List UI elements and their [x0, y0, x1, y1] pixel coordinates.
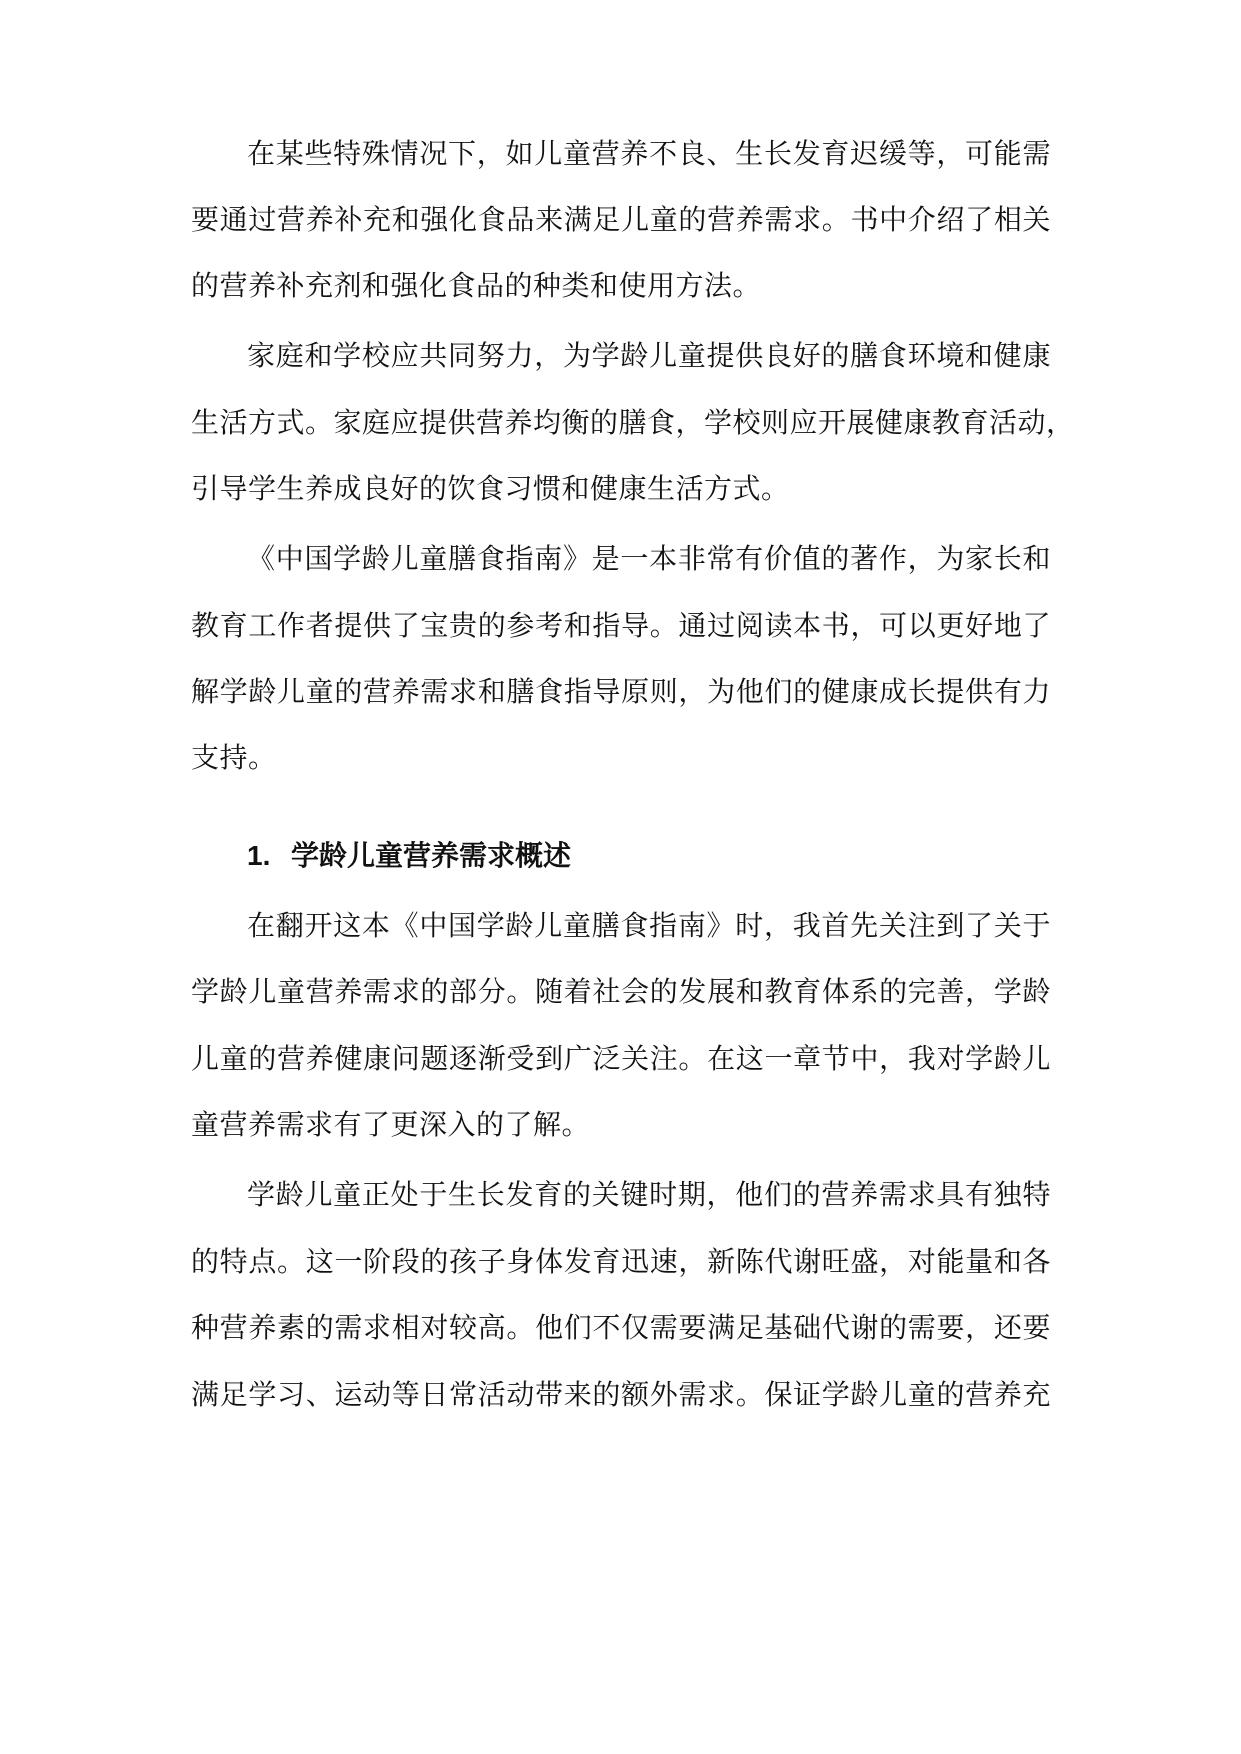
- paragraph-3-line-4: 支持。: [191, 741, 277, 774]
- section-heading: [247, 836, 571, 876]
- paragraph-3-line-1: 《中国学龄儿童膳食指南》是一本非常有价值的著作，为家长和: [247, 542, 1051, 575]
- paragraph-3-line-3: 解学龄儿童的营养需求和膳食指导原则，为他们的健康成长提供有力: [191, 675, 1051, 708]
- paragraph-2-line-1: 家庭和学校应共同努力，为学龄儿童提供良好的膳食环境和健康: [247, 339, 1051, 372]
- section-paragraph-1-line-1: 在翻开这本《中国学龄儿童膳食指南》时，我首先关注到了关于: [247, 909, 1051, 942]
- paragraph-2-line-3: 引导学生养成良好的饮食习惯和健康生活方式。: [191, 472, 790, 505]
- paragraph-3-line-2: 教育工作者提供了宝贵的参考和指导。通过阅读本书，可以更好地了: [191, 609, 1051, 642]
- section-heading-number: 1.: [247, 840, 271, 871]
- section-paragraph-1-line-2: 学龄儿童营养需求的部分。随着社会的发展和教育体系的完善，学龄: [191, 975, 1051, 1008]
- paragraph-1-line-1: 在某些特殊情况下，如儿童营养不良、生长发育迟缓等，可能需: [247, 137, 1051, 170]
- section-paragraph-2-line-2: 的特点。这一阶段的孩子身体发育迅速，新陈代谢旺盛，对能量和各: [191, 1245, 1051, 1278]
- section-paragraph-1-line-4: 童营养需求有了更深入的了解。: [191, 1108, 591, 1141]
- section-paragraph-2-line-1: 学龄儿童正处于生长发育的关键时期，他们的营养需求具有独特: [247, 1178, 1051, 1211]
- section-paragraph-2-line-4: 满足学习、运动等日常活动带来的额外需求。保证学龄儿童的营养充: [191, 1378, 1051, 1411]
- section-heading-title: 学龄儿童营养需求概述: [291, 839, 572, 872]
- section-paragraph-1-line-3: 儿童的营养健康问题逐渐受到广泛关注。在这一章节中，我对学龄儿: [191, 1042, 1051, 1075]
- section-paragraph-2-line-3: 种营养素的需求相对较高。他们不仅需要满足基础代谢的需要，还要: [191, 1311, 1051, 1344]
- paragraph-1-line-3: 的营养补充剂和强化食品的种类和使用方法。: [191, 269, 762, 302]
- paragraph-2-line-2: 生活方式。家庭应提供营养均衡的膳食，学校则应开展健康教育活动，: [191, 406, 1075, 439]
- paragraph-1-line-2: 要通过营养补充和强化食品来满足儿童的营养需求。书中介绍了相关: [191, 203, 1051, 236]
